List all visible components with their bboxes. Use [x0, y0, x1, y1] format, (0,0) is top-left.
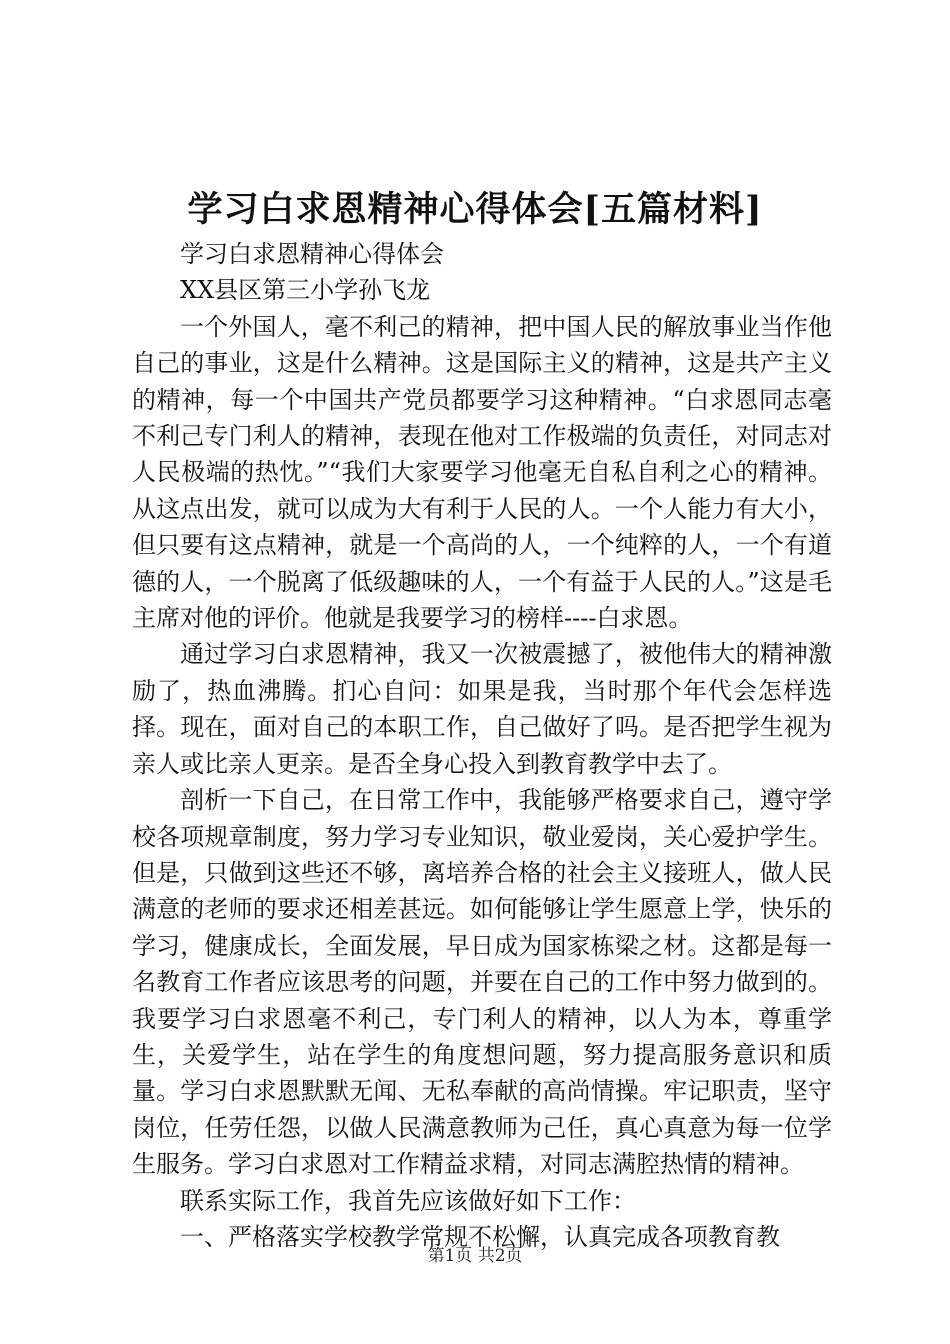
paragraph-subtitle: 学习白求恩精神心得体会 — [180, 240, 444, 268]
document-body — [132, 236, 832, 1255]
paragraph-author: XX县区第三小学孙飞龙 — [180, 276, 431, 305]
document-title: 学习白求恩精神心得体会[五篇材料] — [187, 189, 763, 230]
paragraph: 通过学习白求恩精神，我又一次被震撼了，被他伟大的精神激励了，热血沸腾。扪心自问：如果是我，当时那个年代会怎样选择。现在，面对自己的本职工作，自己做好了吗。是否把学生视为亲人或比亲人更亲。是否全身心投入到教育教学中去了。 — [132, 640, 832, 778]
paragraph: 一个外国人，毫不利己的精神，把中国人民的解放事业当作他自己的事业，这是什么精神。这是国际主义的精神，这是共产主义的精神，每一个中国共产党员都要学习这种精神。“白求恩同志毫不利己专门利人的精神，表现在他对工作极端的负责任，对同志对人民极端的热忱。”“我们大家要学习他毫无自私自利之心的精神。从这点出发，就可以成为大有利于人民的人。一个人能力有大小，但只要有这点精神，就是一个高尚的人，一个纯粹的人，一个有道德的人，一个脱离了低级趣味的人，一个有益于人民的人。”这是毛主席对他的评价。他就是我要学习的榜样----白求恩。 — [132, 312, 832, 633]
paragraph: 联系实际工作，我首先应该做好如下工作： — [180, 1186, 636, 1215]
page-number-footer: 第1页 共2页 — [427, 1246, 523, 1266]
paragraph: 一、严格落实学校教学常规不松懈，认真完成各项教育教 — [180, 1222, 780, 1251]
paragraph: 剖析一下自己，在日常工作中，我能够严格要求自己，遵守学校各项规章制度，努力学习专业知识，敬业爱岗，关心爱护学生。但是，只做到这些还不够，离培养合格的社会主义接班人，做人民满意的老师的要求还相差甚远。如何能够让学生愿意上学，快乐的学习，健康成长，全面发展，早日成为国家栋梁之材。这都是每一名教育工作者应该思考的问题，并要在自己的工作中努力做到的。我要学习白求恩毫不利己，专门利人的精神，以人为本，尊重学生，关爱学生，站在学生的角度想问题，努力提高服务意识和质量。学习白求恩默默无闻、无私奉献的高尚情操。牢记职责，坚守岗位，任劳任怨，以做人民满意教师为己任，真心真意为每一位学生服务。学习白求恩对工作精益求精，对同志满腔热情的精神。 — [132, 786, 832, 1179]
